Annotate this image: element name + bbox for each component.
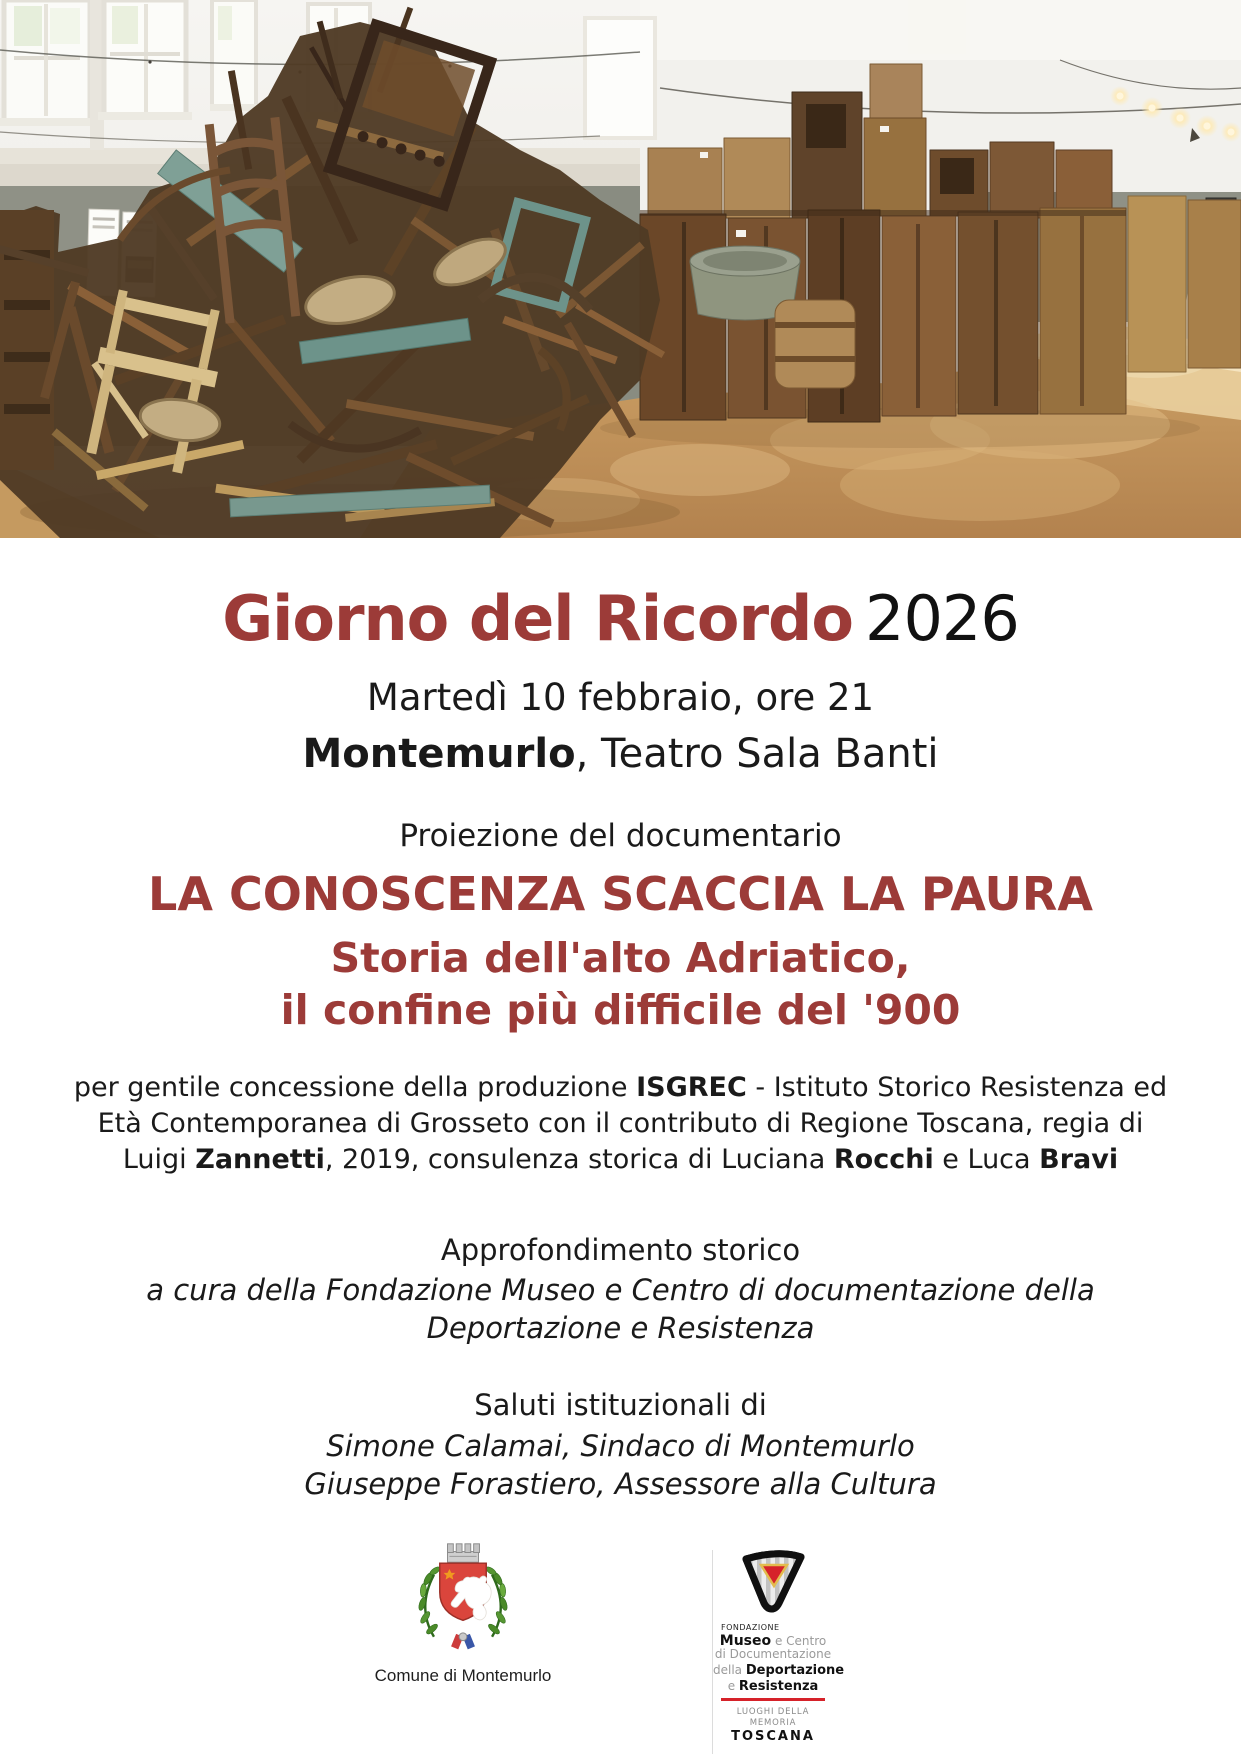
deportazione-text: Deportazione xyxy=(745,1662,845,1678)
exhibit-photo-illustration xyxy=(0,0,1241,538)
comune-montemurlo-logo xyxy=(348,1538,578,1686)
venue-city: Montemurlo xyxy=(302,731,576,777)
red-divider xyxy=(721,1698,825,1701)
e-text: e xyxy=(727,1678,739,1693)
comune-logo-caption: Comune di Montemurlo xyxy=(374,1666,552,1685)
film-subtitle-2: il confine più difficile del '900 xyxy=(280,986,961,1034)
film-subtitle-1: Storia dell'alto Adriatico, xyxy=(330,934,911,982)
page-title xyxy=(0,582,1241,655)
history-section-title: Approfondimento storico xyxy=(440,1233,801,1267)
screening-intro: Proiezione del documentario xyxy=(399,818,842,854)
resistenza-text: Resistenza xyxy=(738,1678,819,1694)
window-icon xyxy=(0,0,96,126)
title-main: Giorno del Ricordo xyxy=(222,582,853,655)
window-icon xyxy=(908,0,966,54)
history-section-credit xyxy=(0,1271,1241,1347)
fondazione-line-deportazione xyxy=(713,1661,845,1678)
production-credits: per gentile concessione della produzione ISGREC - Istituto Storico Resistenza ed Età Contemporanea di Grosseto con il contributo di Regione Toscana, regia di Luigi Zannetti, 2019, consulenza storica di Luciana Rocchi e Luca Bravi xyxy=(73,1072,1168,1175)
fondazione-triangle-icon xyxy=(738,1550,808,1616)
mural-crown xyxy=(448,1544,480,1562)
della-text: della xyxy=(713,1662,746,1677)
title-year: 2026 xyxy=(865,582,1019,655)
luoghi-della-memoria-label: LUOGHI DELLA MEMORIA xyxy=(736,1707,810,1729)
history-credit-line2: Deportazione e Resistenza xyxy=(426,1311,815,1345)
museo-text: Museo xyxy=(719,1633,772,1649)
toscana-label: TOSCANA xyxy=(731,1729,815,1745)
fondazione-line-museo xyxy=(713,1632,833,1648)
speaker-2: Giuseppe Forastiero, Assessore alla Cultura xyxy=(304,1467,937,1501)
e-centro-text: e Centro xyxy=(771,1634,827,1648)
venue-rest: , Teatro Sala Banti xyxy=(575,731,939,777)
event-venue xyxy=(0,731,1241,777)
fondazione-museo-logo xyxy=(712,1550,845,1754)
greetings-speakers xyxy=(0,1427,1241,1503)
fondazione-line-doc: di Documentazione xyxy=(714,1647,832,1662)
greetings-intro: Saluti istituzionali di xyxy=(474,1388,767,1422)
film-title: LA CONOSCENZA SCACCIA LA PAURA xyxy=(148,867,1093,921)
fondazione-label: FONDAZIONE xyxy=(721,1623,780,1632)
event-date: Martedì 10 febbraio, ore 21 xyxy=(366,676,875,719)
fondazione-line-resistenza xyxy=(713,1677,833,1693)
comune-coat-of-arms-icon xyxy=(403,1538,523,1660)
window-icon xyxy=(585,18,655,138)
ribbon-tie xyxy=(451,1633,475,1649)
speaker-1: Simone Calamai, Sindaco di Montemurlo xyxy=(326,1429,915,1463)
shield xyxy=(440,1563,491,1620)
exhibit-photo xyxy=(0,0,1241,538)
history-credit-line1: a cura della Fondazione Museo e Centro di documentazione della xyxy=(146,1273,1095,1307)
